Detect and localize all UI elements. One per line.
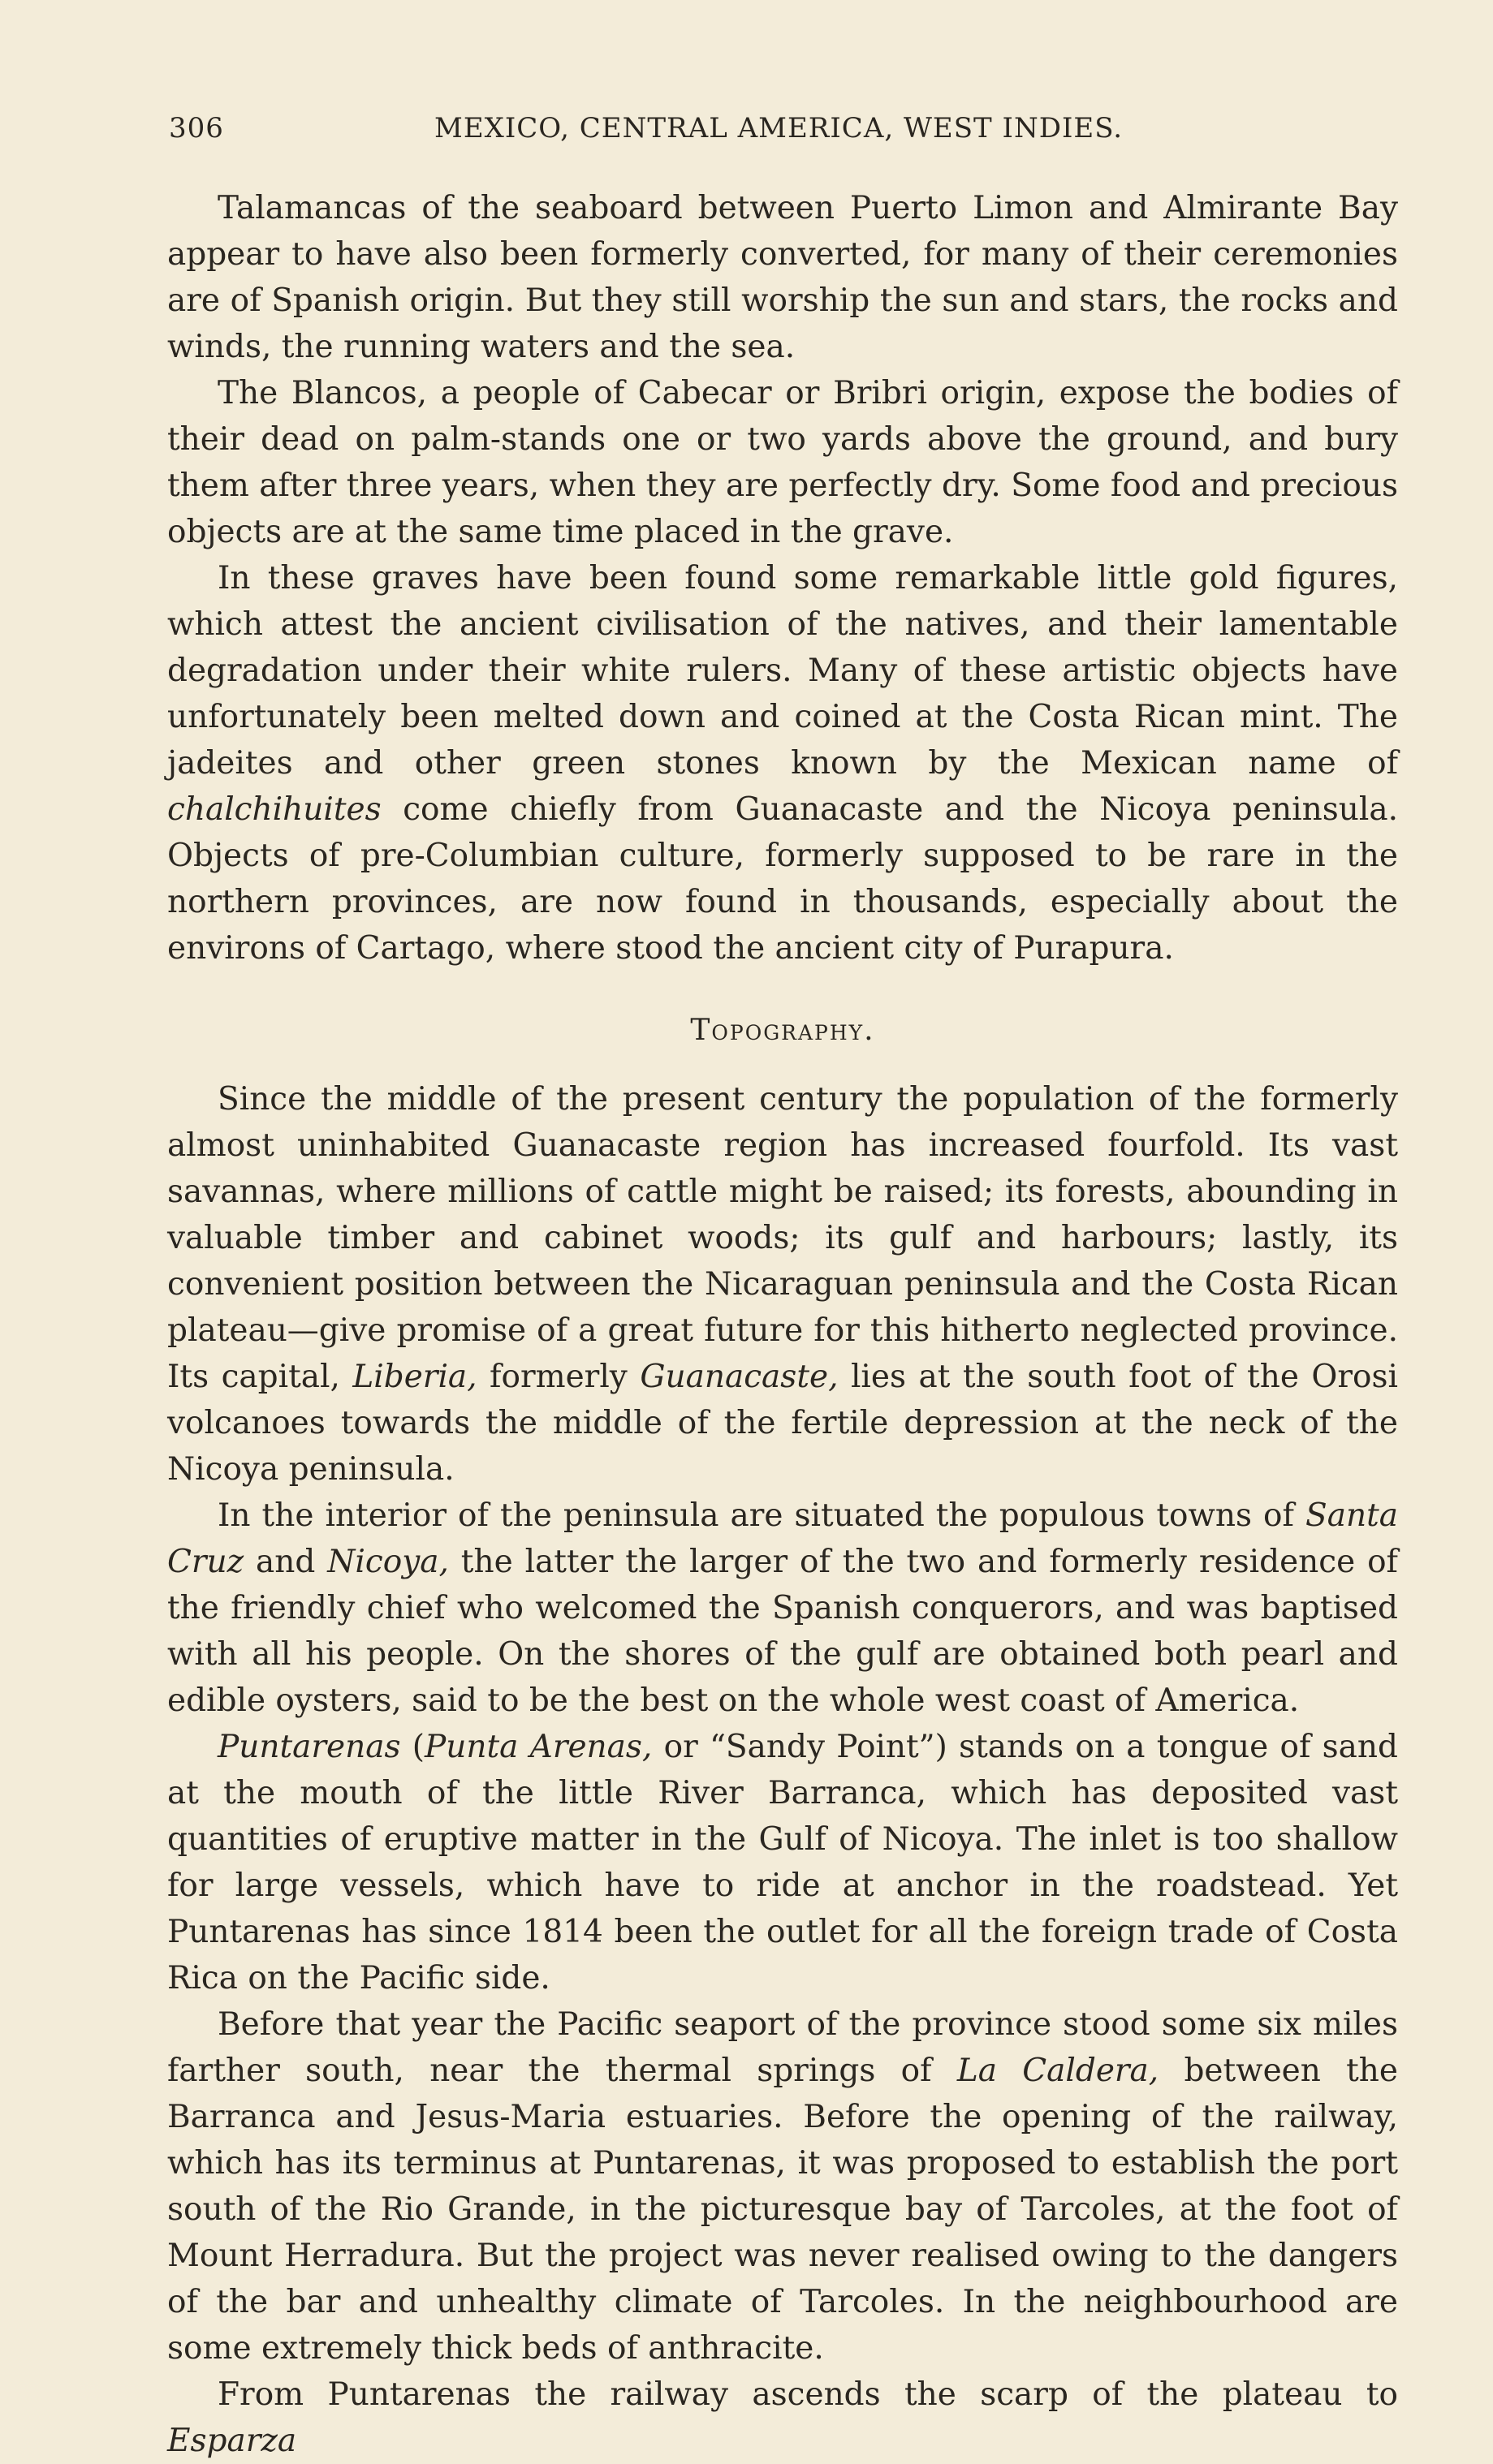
place-name: Puntarenas [218, 1729, 401, 1765]
place-name: Liberia, [352, 1359, 477, 1395]
page-number: 306 [169, 112, 224, 144]
place-name: Esparza [167, 2423, 297, 2459]
paragraph-nicoya: In the interior of the peninsula are situated the populous towns of Santa Cruz and Nicoya, the latter the larger of the two and formerly residence of the friendly chief who welcomed the Spanish conquerors, and was baptised with all his people. On the shores of the gulf are obtained both pearl and edible oysters, said to be the best on the whole west coast of America. [167, 1497, 1398, 1719]
paragraph-caldera: Before that year the Pacific seaport of the province stood some six miles farther south, near the thermal springs of La Caldera, between the Barranca and Jesus-Maria estuaries. Before the opening of the railway, which has its terminus at Puntarenas, it was proposed to establish the port south of the Rio Grande, in the picturesque bay of Tarcoles, at the foot of Mount Herradura. But the project was never realised owing to the dangers of the bar and unhealthy climate of Tarcoles. In the neighbourhood are some extremely thick beds of anthracite. [167, 2006, 1398, 2367]
paragraph-graves: In these graves have been found some remarkable little gold figures, which attest the ancient civilisation of the natives, and their lamentable degradation under their white rulers. Many of these artistic objects have unfortunately been melted down and coined at the Costa Rican mint. The jadeites and other green stones known by the Mexican name of chalchihuites come chiefly from Guanacaste and the Nicoya peninsula. Objects of pre-Columbian culture, formerly supposed to be rare in the northern provinces, are now found in thousands, especially about the environs of Cartago, where stood the ancient city of Purapura. [167, 560, 1398, 967]
page-header-title: MEXICO, CENTRAL AMERICA, WEST INDIES. [434, 112, 1124, 144]
place-name: Santa Cruz [167, 1497, 1398, 1580]
place-name: La Caldera, [956, 2053, 1159, 2089]
paragraph-railway: From Puntarenas the railway ascends the scarp of the plateau to Esparza [167, 2376, 1398, 2459]
paragraph-blancos: The Blancos, a people of Cabecar or Bribri origin, expose the bodies of their dead on palm-stands one or two yards above the ground, and bury them after three years, when they are perfectly dry. Some food and precious objects are at the same time placed in the grave. [167, 375, 1398, 550]
paragraph-puntarenas: Puntarenas (Punta Arenas, or “Sandy Point”) stands on a tongue of sand at the mouth of the little River Barranca, which has deposited vast quantities of eruptive matter in the Gulf of Nicoya. The inlet is too shallow for large vessels, which have to ride at anchor in the roadstead. Yet Puntarenas has since 1814 been the outlet for all the foreign trade of Costa Rica on the Pacific side. [167, 1729, 1398, 1997]
section-heading-topography: Topography. [690, 1014, 875, 1047]
body-text [167, 185, 1398, 2464]
paragraph-talamancas: Talamancas of the seaboard between Puerto Limon and Almirante Bay appear to have also been formerly converted, for many of their ceremonies are of Spanish origin. But they still worship the sun and stars, the rocks and winds, the running waters and the sea. [167, 190, 1398, 365]
italic-term: chalchihuites [167, 791, 382, 828]
place-name: Guanacaste, [640, 1359, 839, 1395]
running-head [169, 112, 1404, 153]
paragraph-guanacaste: Since the middle of the present century the population of the formerly almost uninhabited Guanacaste region has increased fourfold. Its vast savannas, where millions of cattle might be raised; its forests, abounding in valuable timber and cabinet woods; its gulf and harbours; lastly, its convenient position between the Nicaraguan peninsula and the Costa Rican plateau—give promise of a great future for this hitherto neglected province. Its capital, Liberia, formerly Guanacaste, lies at the south foot of the Orosi volcanoes towards the middle of the fertile depression at the neck of the Nicoya peninsula. [167, 1081, 1398, 1488]
place-name: Punta Arenas, [425, 1729, 653, 1765]
place-name: Nicoya, [327, 1544, 449, 1580]
